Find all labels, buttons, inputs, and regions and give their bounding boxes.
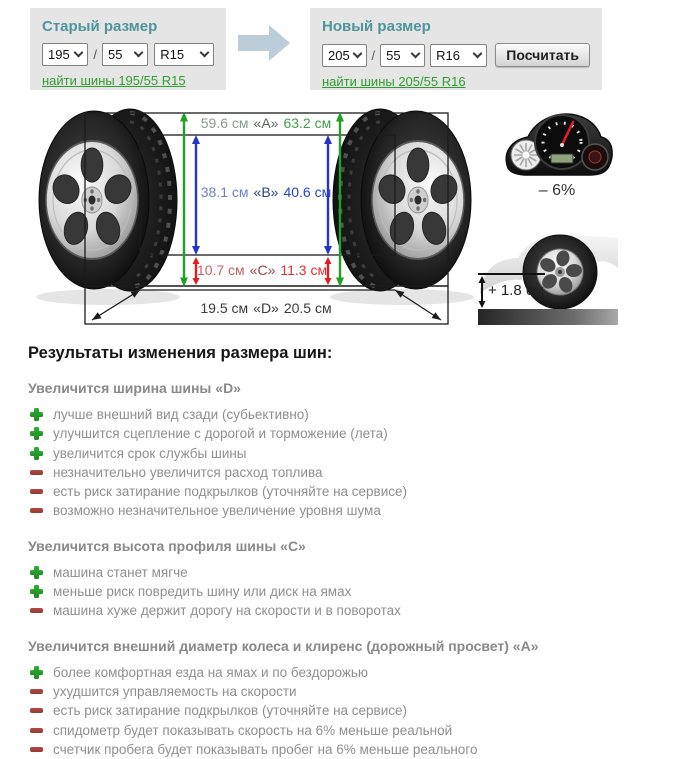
section-heading: Увеличится внешний диаметр колеса и клиренс (дорожный просвет) «A» [28, 637, 539, 654]
result-item [28, 501, 652, 520]
item-text: есть риск затирание подкрылков (уточняйте на сервисе) [53, 703, 408, 719]
find-tires-old-link[interactable]: найти шины 195/55 R15 [42, 73, 186, 88]
clearance-delta-label: + 1.8 см [488, 282, 544, 299]
old-width-select[interactable] [42, 43, 88, 66]
item-text: меньше риск повредить шину или диск на ямах [53, 584, 352, 600]
item-text: улучшится сцепление с дорогой и торможение (лета) [53, 426, 388, 442]
result-item [28, 563, 652, 582]
section-heading: Увеличится высота профиля шины «C» [28, 537, 306, 554]
new-rim-value: R16 [436, 47, 460, 63]
result-item [28, 424, 652, 443]
item-text: ухудшится управляемость на скорости [53, 683, 297, 699]
new-profile-value: 55 [386, 47, 401, 63]
chevron-down-icon [352, 48, 362, 58]
result-section [28, 638, 652, 759]
tire-comparison-diagram [0, 100, 684, 340]
item-text: возможно незначительное увеличение уровня шума [53, 503, 381, 519]
plus-icon [30, 447, 43, 460]
minus-icon [30, 485, 43, 498]
calculate-button[interactable]: Посчитать [495, 43, 590, 67]
speedometer-icon [506, 114, 612, 175]
chevron-down-icon [134, 48, 144, 58]
minus-icon [30, 604, 43, 617]
chevron-down-icon [74, 48, 84, 58]
size-separator: / [371, 47, 376, 63]
old-size-panel [30, 8, 226, 90]
item-text: лучше внешний вид сзади (субьективно) [53, 407, 309, 422]
plus-icon [30, 585, 43, 598]
result-item [28, 444, 652, 463]
tire-shadow [330, 289, 474, 305]
result-item [28, 482, 652, 501]
new-width-select[interactable] [322, 44, 367, 67]
old-profile-value: 55 [108, 47, 123, 62]
plus-icon [30, 427, 43, 440]
new-size-panel [310, 8, 602, 90]
right-tire-graphic [333, 109, 471, 291]
old-profile-select[interactable] [102, 43, 148, 66]
plus-icon [30, 666, 43, 679]
dimension-b-label: 38.1 см «B» 40.6 см [200, 184, 332, 200]
minus-icon [30, 704, 43, 717]
new-size-title: Новый размер [322, 18, 431, 35]
find-tires-new-link[interactable]: найти шины 205/55 R16 [322, 74, 466, 89]
dimension-a-label: 59.6 см «A» 63.2 см [200, 115, 332, 131]
minus-icon [30, 466, 43, 479]
chevron-down-icon [200, 48, 210, 58]
old-rim-select[interactable] [154, 43, 214, 66]
new-profile-select[interactable] [380, 44, 425, 67]
results-sections [28, 380, 652, 759]
item-text: счетчик пробега будет показывать пробег на 6% меньше реального [53, 741, 478, 757]
result-item [28, 682, 652, 701]
left-tire-graphic [39, 109, 177, 291]
section-heading: Увеличится ширина шины «D» [28, 380, 241, 396]
item-text: машина хуже держит дорогу на скорости и в поворотах [53, 603, 401, 619]
result-section [28, 380, 652, 521]
result-item [28, 582, 652, 601]
minus-icon [30, 724, 43, 737]
chevron-down-icon [473, 48, 483, 58]
item-text: более комфортная езда на ямах и по бездорожью [53, 664, 369, 680]
new-width-value: 205 [328, 47, 350, 63]
results-block [28, 344, 652, 759]
minus-icon [30, 504, 43, 517]
size-separator: / [93, 47, 98, 62]
plus-icon [30, 566, 43, 579]
item-text: увеличится срок службы шины [53, 445, 247, 461]
old-rim-value: R15 [160, 47, 185, 62]
plus-icon [30, 408, 43, 421]
chevron-down-icon [410, 48, 420, 58]
old-width-value: 195 [48, 47, 70, 62]
dimension-d-label: 19.5 см «D» 20.5 см [200, 300, 332, 316]
transfer-arrow-icon [238, 22, 292, 64]
tire-shadow [36, 289, 180, 305]
results-title: Результаты изменения размера шин: [28, 344, 333, 362]
result-item [28, 601, 652, 620]
item-text: есть риск затирание подкрылков (уточняйте на сервисе) [53, 484, 408, 500]
item-text: спидометр будет показывать скорость на 6% меньше реальной [53, 722, 453, 738]
result-item [28, 463, 652, 482]
item-text: машина станет мягче [53, 564, 188, 580]
minus-icon [30, 743, 43, 756]
result-item [28, 740, 652, 759]
result-item [28, 405, 652, 424]
result-item [28, 721, 652, 740]
speedometer-delta-label: – 6% [538, 182, 576, 199]
result-item [28, 663, 652, 682]
minus-icon [30, 685, 43, 698]
new-rim-select[interactable] [430, 44, 487, 67]
old-size-title: Старый размер [42, 18, 158, 35]
clearance-graphic [478, 234, 618, 325]
ground-bar [478, 309, 618, 325]
result-item [28, 701, 652, 720]
dimension-c-label: 10.7 см «C» 11.3 см [196, 262, 328, 278]
item-text: незначительно увеличится расход топлива [53, 464, 323, 480]
result-section [28, 538, 652, 621]
